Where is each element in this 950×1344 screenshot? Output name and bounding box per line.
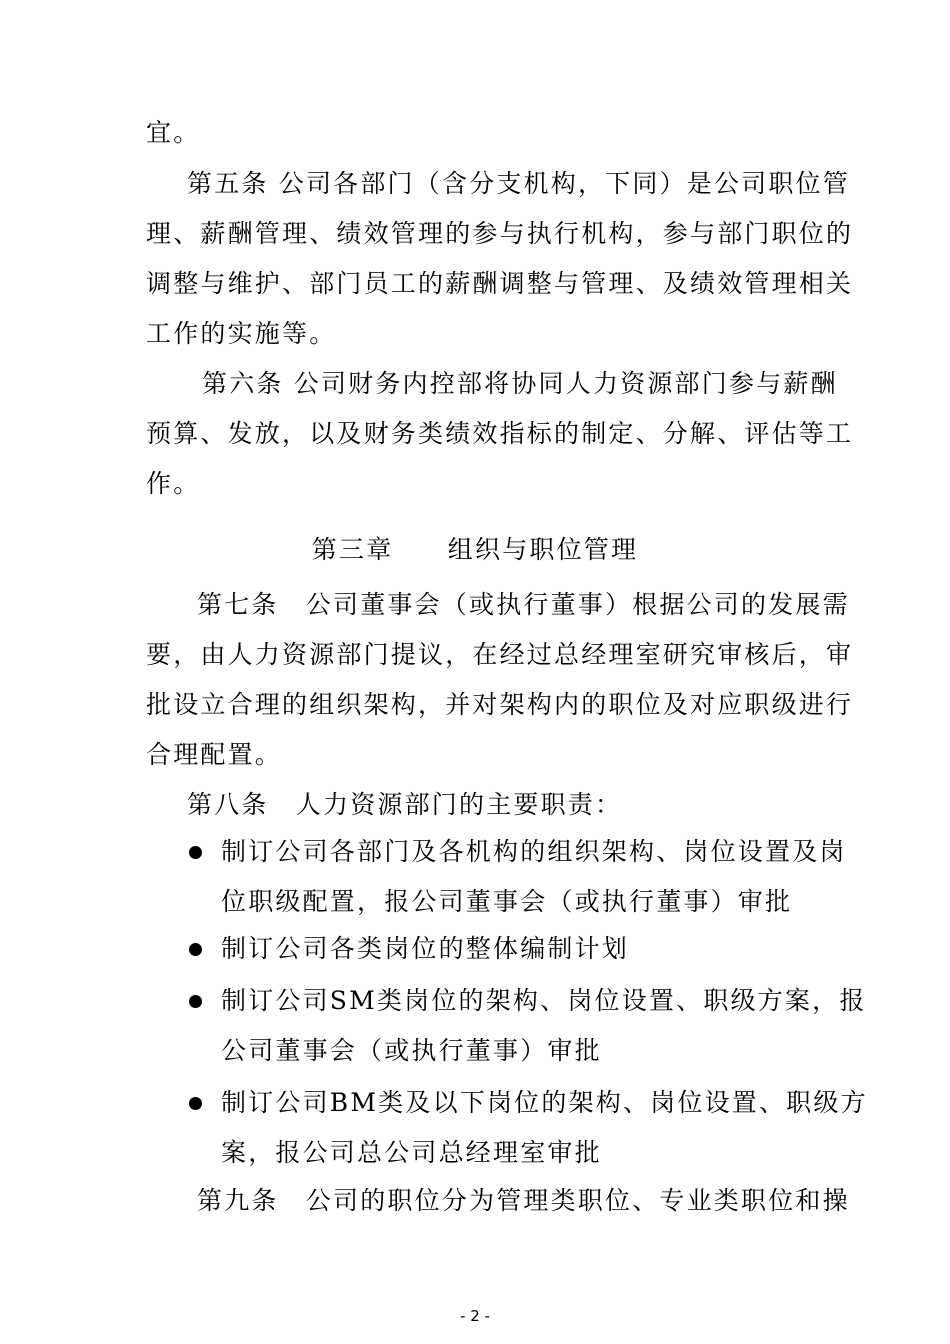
article-7-line-4: 合理配置。 xyxy=(146,740,283,769)
article-9-line-1: 第九条 公司的职位分为管理类职位、专业类职位和操 xyxy=(197,1186,850,1215)
bullet-1-line-1: 制订公司各部门及各机构的组织架构、岗位设置及岗 xyxy=(221,837,847,866)
bullet-3-line-2: 公司董事会（或执行董事）审批 xyxy=(221,1036,602,1065)
bullet-icon xyxy=(189,1097,202,1110)
bullet-icon xyxy=(189,846,202,859)
article-8-line: 第八条 人力资源部门的主要职责： xyxy=(187,790,623,819)
bullet-4-line-2: 案，报公司总公司总经理室审批 xyxy=(221,1138,602,1167)
bullet-icon xyxy=(189,995,202,1008)
article-5-line-4: 工作的实施等。 xyxy=(146,319,337,348)
article-5-line-3: 调整与维护、部门员工的薪酬调整与管理、及绩效管理相关 xyxy=(146,269,854,298)
article-7-line-3: 批设立合理的组织架构，并对架构内的职位及对应职级进行 xyxy=(146,690,854,719)
bullet-2-line-1: 制订公司各类岗位的整体编制计划 xyxy=(221,934,630,963)
article-5-line-1: 第五条 公司各部门（含分支机构，下同）是公司职位管 xyxy=(187,169,850,198)
article-5-line-2: 理、薪酬管理、绩效管理的参与执行机构，参与部门职位的 xyxy=(146,219,854,248)
paragraph-line: 宜。 xyxy=(146,118,201,147)
article-7-line-2: 要，由人力资源部门提议，在经过总经理室研究审核后，审 xyxy=(146,640,854,669)
bullet-3-line-1: 制订公司SM类岗位的架构、岗位设置、职级方案，报 xyxy=(221,986,867,1015)
chapter-heading: 第三章 组织与职位管理 xyxy=(311,535,639,564)
article-7-line-1: 第七条 公司董事会（或执行董事）根据公司的发展需 xyxy=(197,590,850,619)
article-6-line-3: 作。 xyxy=(146,469,201,498)
article-6-line-1: 第六条 公司财务内控部将协同人力资源部门参与薪酬 xyxy=(202,369,838,398)
page-number: - 2 - xyxy=(460,1307,490,1325)
bullet-icon xyxy=(189,943,202,956)
bullet-1-line-2: 位职级配置，报公司董事会（或执行董事）审批 xyxy=(221,887,793,916)
article-6-line-2: 预算、发放，以及财务类绩效指标的制定、分解、评估等工 xyxy=(146,419,854,448)
bullet-4-line-1: 制订公司BM类及以下岗位的架构、岗位设置、职级方 xyxy=(221,1088,868,1117)
